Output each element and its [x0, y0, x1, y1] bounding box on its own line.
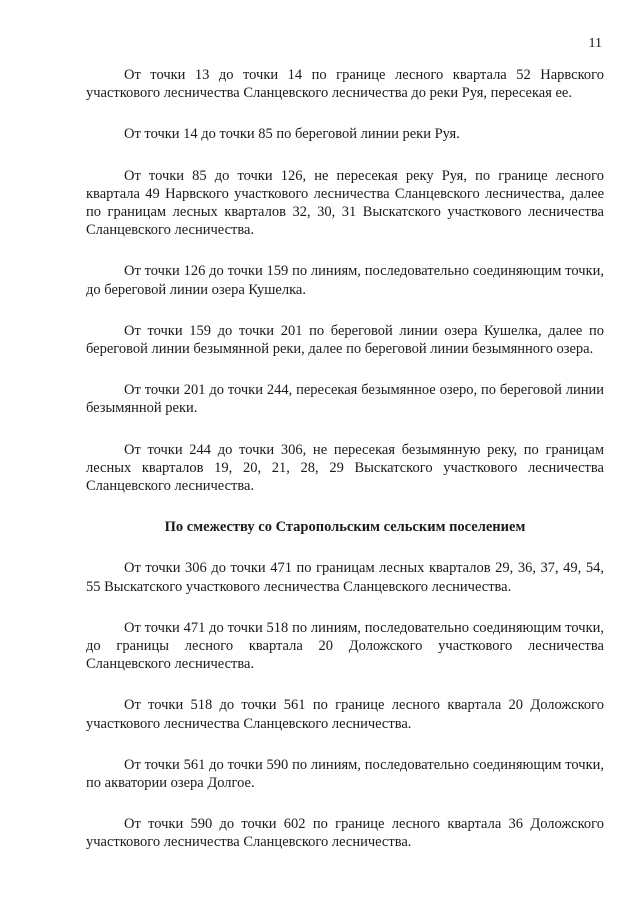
paragraph: От точки 201 до точки 244, пересекая безымянное озеро, по береговой линии безымянной реки.: [86, 382, 604, 417]
paragraph: От точки 13 до точки 14 по границе лесного квартала 52 Нарвского участкового лесничества Сланцевского лесничества до реки Руя, пересекая ее.: [86, 67, 604, 102]
paragraph: От точки 159 до точки 201 по береговой линии озера Кушелка, далее по береговой линии безымянной реки, далее по береговой линии безымянного озера.: [86, 322, 604, 358]
page-number: 11: [588, 36, 602, 51]
paragraph: От точки 590 до точки 602 по границе лесного квартала 36 Доложского участкового лесничества Сланцевского лесничества.: [86, 816, 604, 851]
paragraph: От точки 126 до точки 159 по линиям, последовательно соединяющим точки, до береговой линии озера Кушелка.: [86, 263, 604, 298]
paragraph: От точки 14 до точки 85 по береговой линии реки Руя.: [124, 126, 460, 143]
section-heading: По смежеству со Старопольским сельским поселением: [164, 519, 526, 536]
paragraph: От точки 306 до точки 471 по границам лесных кварталов 29, 36, 37, 49, 54, 55 Выскатского участкового лесничества Сланцевского лесничества.: [86, 560, 604, 595]
paragraph: От точки 244 до точки 306, не пересекая безымянную реку, по границам лесных кварталов 19, 20, 21, 28, 29 Выскатского участкового лесничества Сланцевского лесничества.: [86, 441, 604, 495]
paragraph: От точки 471 до точки 518 по линиям, последовательно соединяющим точки, до границы лесного квартала 20 Доложского участкового лесничества Сланцевского лесничества.: [86, 619, 604, 673]
paragraph: От точки 85 до точки 126, не пересекая реку Руя, по границе лесного квартала 49 Нарвского участкового лесничества Сланцевского лесничества, далее по границам лесных кварталов 32, 30, 31 Выскатского участкового лесничества Сланцевского лесничества.: [86, 167, 604, 239]
document-body: [86, 66, 604, 875]
paragraph: От точки 561 до точки 590 по линиям, последовательно соединяющим точки, по акватории озера Долгое.: [86, 756, 604, 792]
paragraph: От точки 518 до точки 561 по границе лесного квартала 20 Доложского участкового лесничества Сланцевского лесничества.: [86, 697, 604, 732]
